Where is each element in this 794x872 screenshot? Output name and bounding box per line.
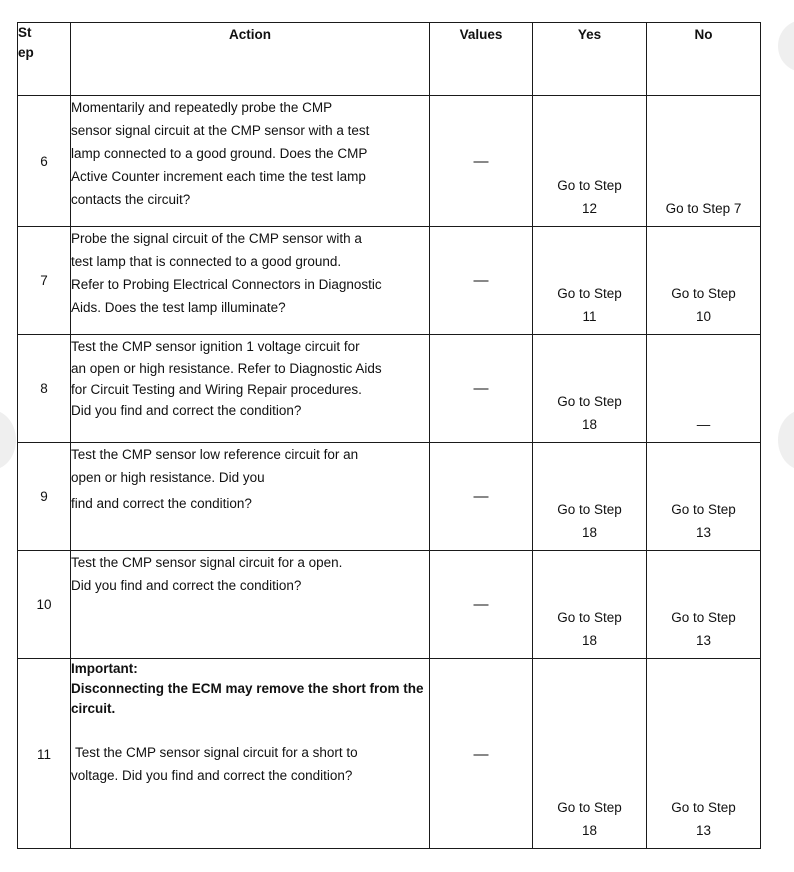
table-row [18, 227, 761, 335]
yes-goto-link[interactable]: Go to Step 11 [557, 286, 622, 324]
no-cell [647, 335, 761, 443]
no-cell [647, 96, 761, 227]
table-row [18, 335, 761, 443]
action-line: Test the CMP sensor ignition 1 voltage circuit for [71, 339, 360, 354]
step-number-cell [18, 551, 71, 659]
diagnostic-steps-table [17, 22, 761, 849]
action-line: Did you find and correct the condition? [71, 403, 302, 418]
page-edge-shadow-left [0, 410, 16, 470]
header-action: Action [71, 23, 430, 96]
page-edge-shadow-right [778, 410, 794, 470]
values-cell [430, 96, 533, 227]
action-cell [71, 659, 430, 849]
yes-goto-link[interactable]: Go to Step 12 [557, 178, 622, 216]
action-cell [71, 551, 430, 659]
values-dash: — [473, 153, 489, 170]
yes-cell [533, 227, 647, 335]
no-cell [647, 659, 761, 849]
table-row [18, 659, 761, 849]
step-number: 6 [40, 154, 48, 169]
table-header-row [18, 23, 761, 96]
yes-goto-link[interactable]: Go to Step 18 [557, 502, 622, 540]
action-cell [71, 96, 430, 227]
action-line: Active Counter increment each time the test lamp [71, 169, 366, 184]
action-line: open or high resistance. Did you [71, 470, 265, 485]
yes-goto-link[interactable]: Go to Step 18 [557, 394, 622, 432]
yes-cell [533, 335, 647, 443]
header-step: St ep [18, 23, 71, 96]
yes-goto-link[interactable]: Go to Step 18 [557, 610, 622, 648]
action-line: for Circuit Testing and Wiring Repair procedures. [71, 382, 362, 397]
no-goto-link[interactable]: Go to Step 13 [671, 610, 736, 648]
step-number-cell [18, 96, 71, 227]
action-line: Did you find and correct the condition? [71, 578, 302, 593]
no-cell [647, 227, 761, 335]
header-values: Values [430, 23, 533, 96]
values-dash: — [473, 746, 489, 763]
action-cell [71, 443, 430, 551]
table-row [18, 443, 761, 551]
step-number: 11 [36, 747, 51, 762]
yes-cell [533, 551, 647, 659]
no-goto-link[interactable]: Go to Step 10 [671, 286, 736, 324]
step-number: 9 [40, 489, 48, 504]
action-line: Test the CMP sensor signal circuit for a short to [75, 745, 358, 760]
step-number: 10 [36, 597, 52, 612]
yes-cell [533, 96, 647, 227]
action-line: Aids. Does the test lamp illuminate? [71, 300, 286, 315]
step-number-cell [18, 443, 71, 551]
action-line: Test the CMP sensor low reference circuit for an [71, 447, 359, 462]
action-line: test lamp that is connected to a good ground. [71, 254, 342, 269]
values-cell [430, 335, 533, 443]
important-note: Disconnecting the ECM may remove the short from the circuit. [71, 681, 424, 716]
no-cell [647, 551, 761, 659]
step-number: 8 [40, 381, 48, 396]
no-cell [647, 443, 761, 551]
action-line: lamp connected to a good ground. Does the CMP [71, 146, 368, 161]
values-dash: — [473, 596, 489, 613]
page-edge-shadow-top-right [778, 20, 794, 72]
no-dash: — [696, 417, 711, 432]
step-number-cell [18, 227, 71, 335]
step-number: 7 [40, 273, 48, 288]
values-cell [430, 227, 533, 335]
header-no: No [647, 23, 761, 96]
action-line: an open or high resistance. Refer to Diagnostic Aids [71, 361, 382, 376]
step-number-cell [18, 335, 71, 443]
action-cell [71, 227, 430, 335]
values-dash: — [473, 272, 489, 289]
action-line: Momentarily and repeatedly probe the CMP [71, 100, 333, 115]
no-goto-link[interactable]: Go to Step 7 [665, 201, 742, 216]
header-yes: Yes [533, 23, 647, 96]
important-label: Important: [71, 661, 138, 676]
values-dash: — [473, 380, 489, 397]
values-dash: — [473, 488, 489, 505]
table-row [18, 551, 761, 659]
action-line: sensor signal circuit at the CMP sensor with a test [71, 123, 370, 138]
no-goto-link[interactable]: Go to Step 13 [671, 800, 736, 838]
action-line: voltage. Did you find and correct the condition? [71, 768, 353, 783]
step-number-cell [18, 659, 71, 849]
action-line: Probe the signal circuit of the CMP sensor with a [71, 231, 362, 246]
table-row [18, 96, 761, 227]
yes-cell [533, 443, 647, 551]
no-goto-link[interactable]: Go to Step 13 [671, 502, 736, 540]
action-line: Refer to Probing Electrical Connectors in Diagnostic [71, 277, 382, 292]
action-cell [71, 335, 430, 443]
action-line: contacts the circuit? [71, 192, 191, 207]
values-cell [430, 551, 533, 659]
action-line: Test the CMP sensor signal circuit for a open. [71, 555, 343, 570]
yes-cell [533, 659, 647, 849]
yes-goto-link[interactable]: Go to Step 18 [557, 800, 622, 838]
values-cell [430, 659, 533, 849]
action-line: find and correct the condition? [71, 496, 252, 511]
values-cell [430, 443, 533, 551]
